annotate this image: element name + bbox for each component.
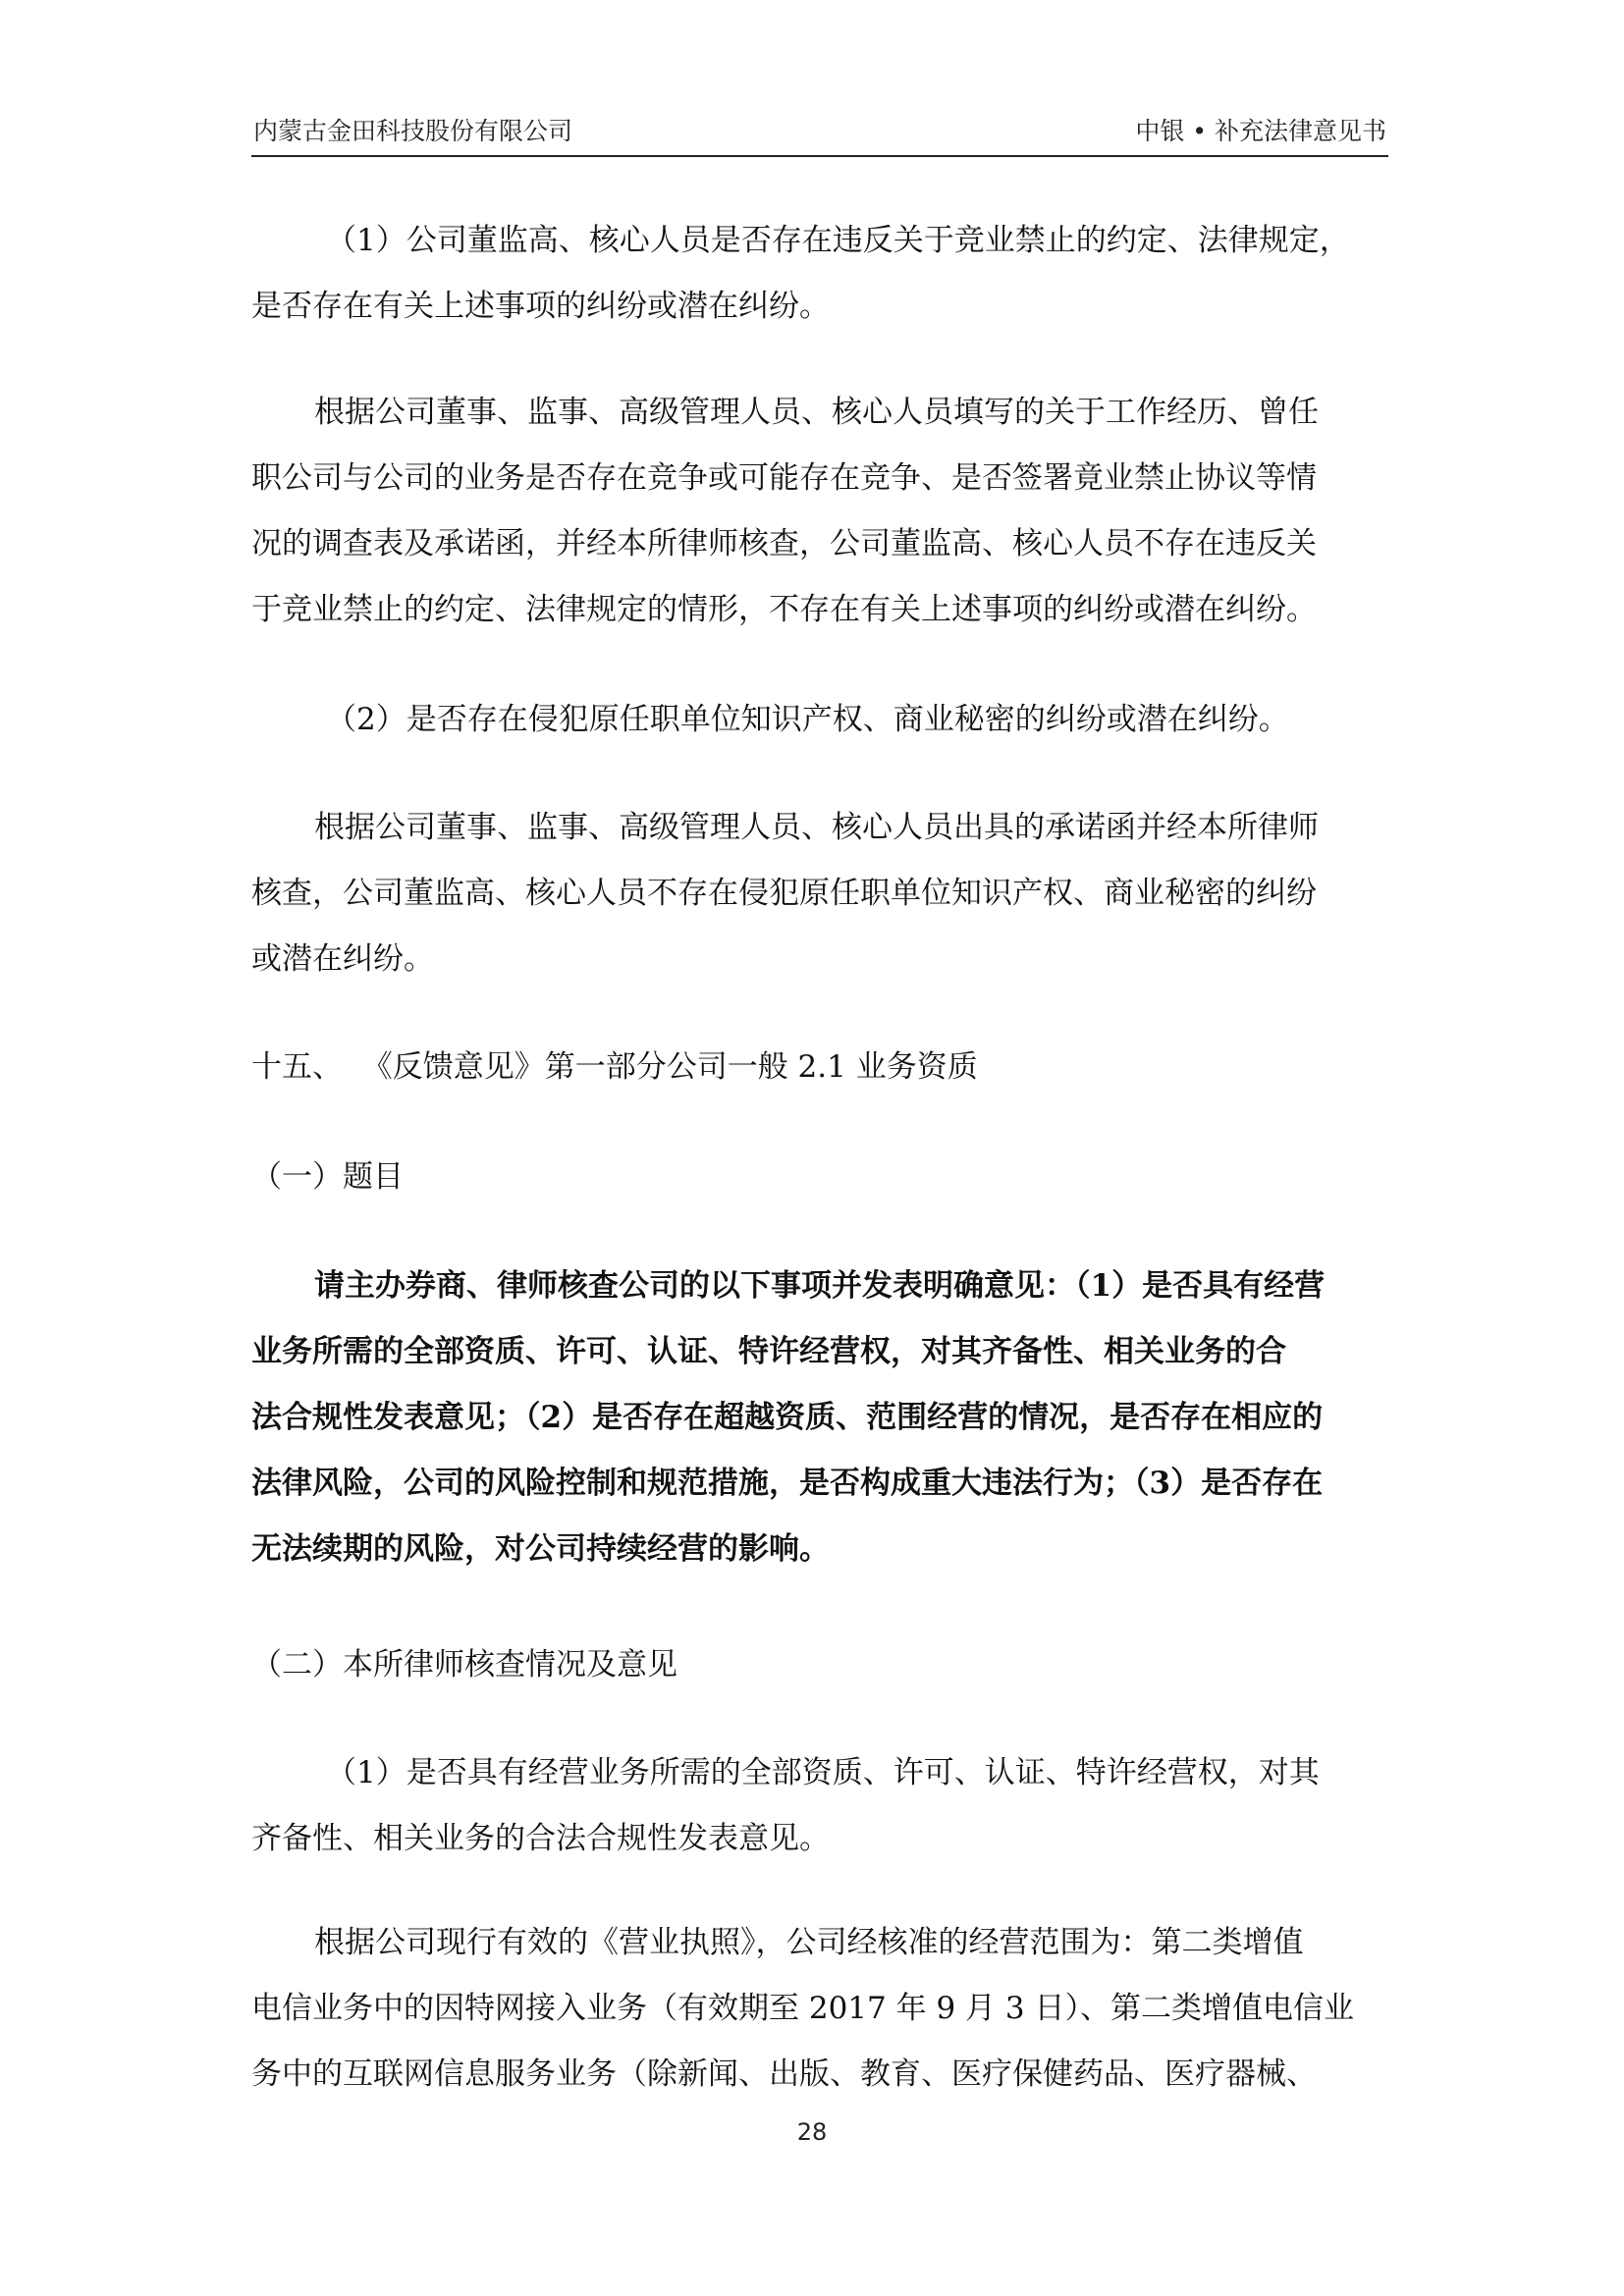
page-header: [251, 110, 1388, 157]
company-name: 内蒙古金田科技股份有限公司: [253, 117, 573, 145]
text-line: 是否存在有关上述事项的纠纷或潜在纠纷。: [251, 289, 830, 324]
text-line: 法律风险，公司的风险控制和规范措施，是否构成重大违法行为；（3）是否存在: [251, 1466, 1324, 1501]
text-line: 根据公司董事、监事、高级管理人员、核心人员出具的承诺函并经本所律师: [314, 810, 1319, 845]
text-line: 业务所需的全部资质、许可、认证、特许经营权，对其齐备性、相关业务的合: [251, 1334, 1286, 1369]
document-title: 中银 • 补充法律意见书: [1135, 117, 1386, 145]
text-line: 于竞业禁止的约定、法律规定的情形，不存在有关上述事项的纠纷或潜在纠纷。: [251, 592, 1317, 627]
text-line: 职公司与公司的业务是否存在竞争或可能存在竞争、是否签署竟业禁止协议等情: [251, 460, 1317, 496]
paragraph-6: [251, 1910, 1390, 2108]
text-line: （2）是否存在侵犯原任职单位知识产权、商业秘密的纠纷或潜在纠纷。: [326, 702, 1289, 737]
paragraph-3: [251, 687, 1390, 753]
text-line: 况的调查表及承诺函，并经本所律师核查，公司董监高、核心人员不存在违反关: [251, 526, 1317, 561]
text-line: 法合规性发表意见；（2）是否存在超越资质、范围经营的情况，是否存在相应的: [251, 1400, 1324, 1435]
text-line: 齐备性、相关业务的合法合规性发表意见。: [251, 1821, 830, 1856]
text-line: 核查，公司董监高、核心人员不存在侵犯原任职单位知识产权、商业秘密的纠纷: [251, 876, 1317, 911]
section-heading-text: 十五、 《反馈意见》第一部分公司一般 2.1 业务资质: [251, 1049, 978, 1085]
text-line: （1）是否具有经营业务所需的全部资质、许可、认证、特许经营权，对其: [326, 1755, 1320, 1790]
question-block: [251, 1254, 1390, 1582]
subheading-text: （一）题目: [251, 1159, 404, 1195]
text-line: 务中的互联网信息服务业务（除新闻、出版、教育、医疗保健药品、医疗器械、: [251, 2056, 1317, 2092]
subheading-text: （二）本所律师核查情况及意见: [251, 1647, 677, 1682]
paragraph-2: [251, 380, 1390, 643]
text-line: 无法续期的风险，对公司持续经营的影响。: [251, 1531, 830, 1567]
paragraph-5: [251, 1740, 1390, 1872]
text-line: 根据公司董事、监事、高级管理人员、核心人员填写的关于工作经历、曾任: [314, 395, 1319, 430]
section-heading: [251, 1035, 1390, 1100]
subheading-review: [251, 1632, 1390, 1698]
paragraph-1: [251, 208, 1390, 340]
text-line: 根据公司现行有效的《营业执照》，公司经核准的经营范围为：第二类增值: [314, 1925, 1304, 1960]
text-line: 请主办券商、律师核查公司的以下事项并发表明确意见：（1）是否具有经营: [314, 1268, 1326, 1304]
subheading-question: [251, 1145, 1390, 1210]
page-number: 28: [796, 2118, 828, 2146]
text-line: 电信业务中的因特网接入业务（有效期至 2017 年 9 月 3 日）、第二类增值电信业: [251, 1991, 1354, 2026]
paragraph-4: [251, 795, 1390, 992]
text-line: （1）公司董监高、核心人员是否存在违反关于竞业禁止的约定、法律规定，: [326, 223, 1350, 258]
text-line: 或潜在纠纷。: [251, 941, 434, 977]
